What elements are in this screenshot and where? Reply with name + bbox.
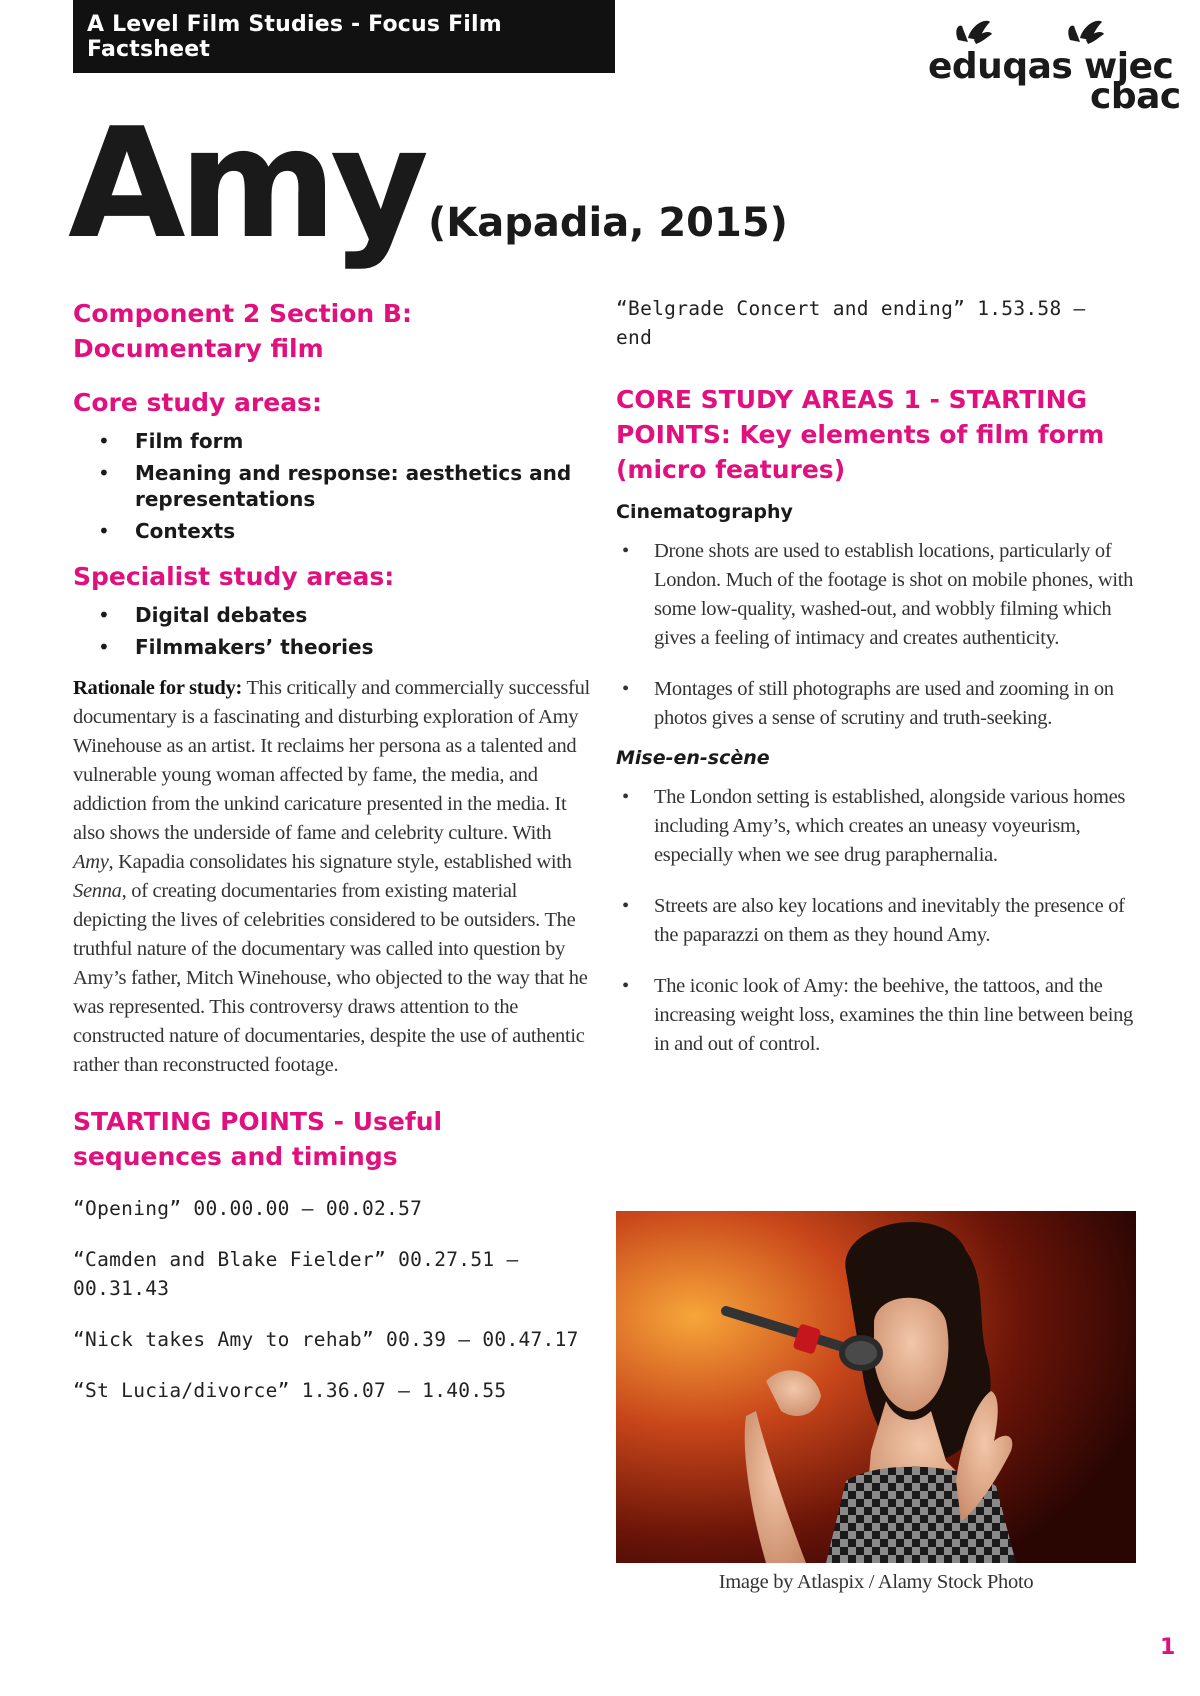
left-column: [73, 296, 591, 1405]
sequence-item: “Camden and Blake Fielder” 00.27.51 – 00.31.43: [73, 1248, 519, 1300]
right-column: [616, 294, 1136, 1059]
amy-winehouse-photo: [616, 1211, 1136, 1563]
list-item: • The London setting is established, alongside various homes including Amy’s, which creates an uneasy voyeurism, especially when we see drug paraphernalia.: [616, 783, 1136, 870]
logo-wjec: wjec: [1084, 46, 1174, 87]
component-heading-line1: Component 2 Section B:: [73, 299, 412, 328]
list-item: • Montages of still photographs are used and zooming in on photos gives a sense of scrutiny and truth-seeking.: [616, 675, 1136, 733]
component-heading-line2: Documentary film: [73, 334, 324, 363]
mise-en-scene-list: [616, 783, 1136, 1059]
specialist-study-list: [73, 602, 591, 660]
eduqas-wjec-logo: [928, 16, 1181, 117]
component-heading: [73, 296, 591, 366]
starting-points-heading: STARTING POINTS - Useful sequences and timings: [73, 1107, 443, 1171]
rationale-paragraph: [73, 674, 591, 1080]
specialist-study-heading: Specialist study areas:: [73, 562, 395, 591]
core-study-list: [73, 428, 591, 544]
list-item: • The iconic look of Amy: the beehive, the tattoos, and the increasing weight loss, examines the thin line between being in and out of control.: [616, 972, 1136, 1059]
core-study-heading: Core study areas:: [73, 388, 322, 417]
rationale-text-3: , of creating documentaries from existing material depicting the lives of celebrities considered to be outsiders. The truthful nature of the documentary was called into question by Amy’s father, Mitch Winehouse, who objected to the way that he was represented. This controversy draws attention to the constructed nature of documentaries, despite the use of authentic rather than reconstructed footage.: [73, 880, 588, 1076]
sequence-item: “Opening” 00.00.00 – 00.02.57: [73, 1197, 423, 1220]
rationale-italic-senna: Senna: [73, 880, 122, 902]
rationale-text-2: , Kapadia consolidates his signature style, established with: [108, 851, 572, 873]
core-study-1-heading: CORE STUDY AREAS 1 - STARTING POINTS: Key elements of film form (micro features): [616, 385, 1105, 484]
list-item: • Digital debates: [73, 602, 591, 628]
page-number: 1: [1160, 1635, 1176, 1660]
list-item: • Meaning and response: aesthetics and representations: [73, 460, 591, 512]
list-item: • Filmmakers’ theories: [73, 634, 591, 660]
film-title: Amy: [68, 95, 423, 272]
cinematography-list: [616, 537, 1136, 733]
photo-caption: Image by Atlaspix / Alamy Stock Photo: [718, 1571, 1034, 1593]
list-item: • Film form: [73, 428, 591, 454]
list-item: • Drone shots are used to establish locations, particularly of London. Much of the footage is shot on mobile phones, with some low-quality, washed-out, and wobbly filming which gives a feeling of intimacy and creates authenticity.: [616, 537, 1136, 653]
rationale-text-1: This critically and commercially successful documentary is a fascinating and disturbing exploration of Amy Winehouse as an artist. It reclaims her persona as a talented and vulnerable young woman affected by fame, the media, and addiction from the unkind caricature presented in the media. It also shows the underside of fame and celebrity culture. With: [73, 677, 590, 844]
header-bar: [73, 0, 615, 73]
page-title: [68, 95, 423, 272]
cinematography-heading: Cinematography: [616, 501, 793, 523]
logo-cbac: cbac: [1090, 76, 1181, 117]
sequence-item: “Nick takes Amy to rehab” 00.39 – 00.47.17: [73, 1328, 579, 1351]
sequence-item-continued: “Belgrade Concert and ending” 1.53.58 – end: [616, 297, 1086, 349]
rationale-italic-amy: Amy: [73, 851, 109, 873]
mise-en-scene-heading: Mise-en-scène: [616, 747, 770, 769]
photo-illustration: [616, 1211, 1136, 1563]
film-subtitle: (Kapadia, 2015): [428, 200, 788, 246]
logo-eduqas: eduqas: [928, 46, 1073, 87]
list-item: • Streets are also key locations and inevitably the presence of the paparazzi on them as they hound Amy.: [616, 892, 1136, 950]
header-title: A Level Film Studies - Focus Film Factsheet: [87, 11, 502, 62]
sequence-item: “St Lucia/divorce” 1.36.07 – 1.40.55: [73, 1379, 507, 1402]
rationale-label: Rationale for study:: [73, 677, 243, 699]
sequence-list: [73, 1194, 591, 1405]
list-item: • Contexts: [73, 518, 591, 544]
